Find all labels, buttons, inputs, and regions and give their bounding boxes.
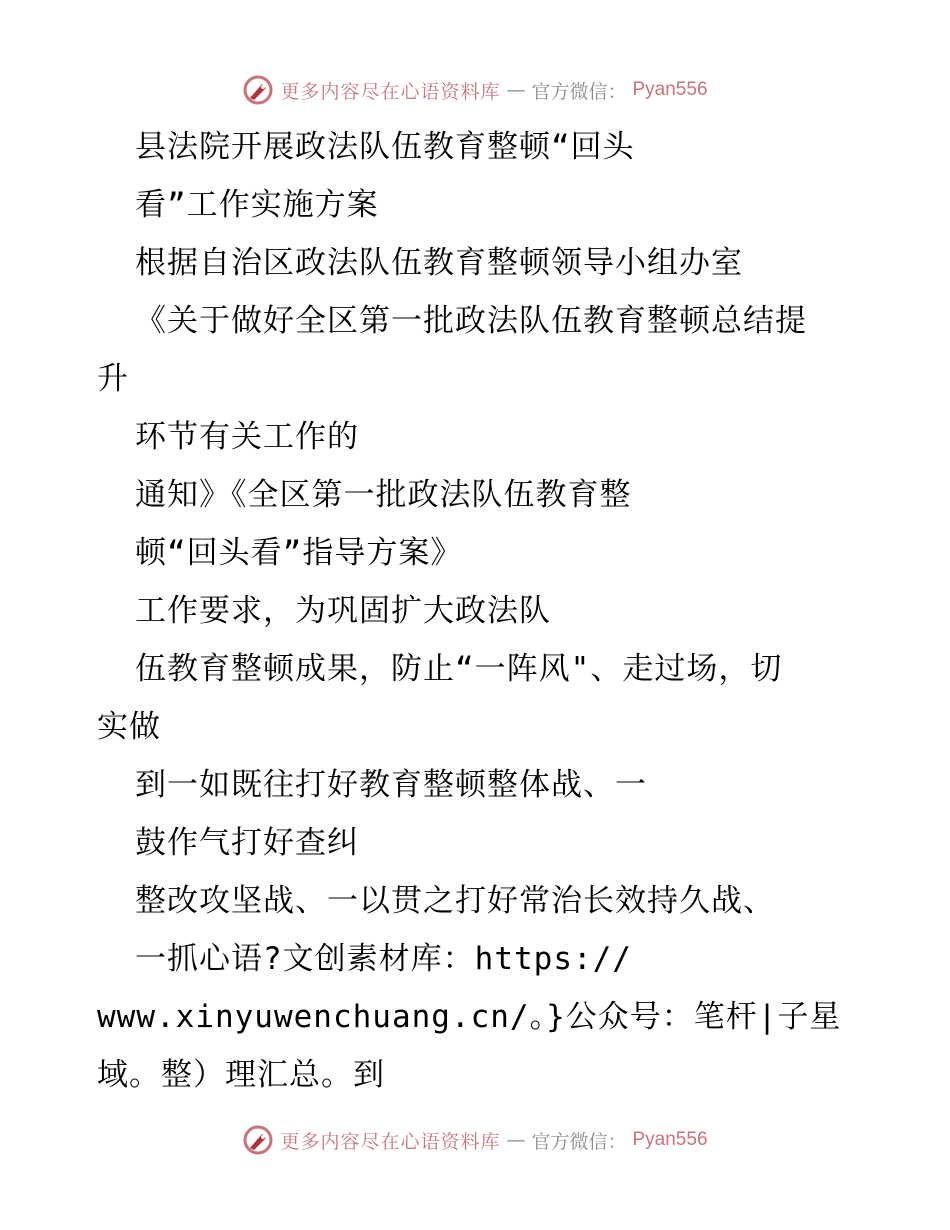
text-line: 县法院开展政法队伍教育整顿“回头 bbox=[135, 129, 635, 165]
banner-contact: Pyan556 bbox=[632, 1129, 708, 1150]
text-line: 环节有关工作的 bbox=[135, 419, 359, 455]
text-line: 工作要求，为巩固扩大政法队 bbox=[135, 593, 551, 629]
text-line: 伍教育整顿成果，防止“一阵风"、走过场，切 bbox=[135, 651, 783, 687]
pen-nib-circle-icon bbox=[242, 74, 274, 106]
banner-contact: Pyan556 bbox=[632, 79, 708, 100]
text-line: 到一如既往打好教育整顿整体战、一 bbox=[135, 767, 647, 803]
text-line: 域。整）理汇总。到 bbox=[97, 1057, 385, 1093]
text-line: 一抓心语?文创素材库：https:// bbox=[135, 941, 632, 977]
header-banner bbox=[0, 72, 950, 108]
text-line: 实做 bbox=[97, 709, 161, 745]
pen-nib-circle-icon bbox=[242, 1124, 274, 1156]
banner-title: 更多内容尽在心语资料库 bbox=[280, 80, 501, 103]
banner-title: 更多内容尽在心语资料库 bbox=[280, 1130, 501, 1153]
banner-separator: — bbox=[506, 79, 526, 101]
text-line: 整改攻坚战、一以贯之打好常治长效持久战、 bbox=[135, 883, 775, 919]
text-line: 看”工作实施方案 bbox=[135, 187, 379, 223]
footer-banner bbox=[0, 1122, 950, 1158]
text-line: 《关于做好全区第一批政法队伍教育整顿总结提 bbox=[135, 303, 807, 339]
banner-official-label: 官方微信： bbox=[531, 1130, 627, 1153]
text-line: 升 bbox=[97, 361, 129, 397]
text-line: 根据自治区政法队伍教育整顿领导小组办室 bbox=[135, 245, 743, 281]
text-line: 顿“回头看”指导方案》 bbox=[135, 535, 463, 571]
text-line: 鼓作气打好查纠 bbox=[135, 825, 359, 861]
banner-official-label: 官方微信： bbox=[531, 80, 627, 103]
banner-separator: — bbox=[506, 1129, 526, 1151]
text-line: 通知》《全区第一批政法队伍教育整 bbox=[135, 477, 632, 513]
text-line: www.xinyuwenchuang.cn/。}公众号：笔杆|子星 bbox=[97, 999, 842, 1035]
